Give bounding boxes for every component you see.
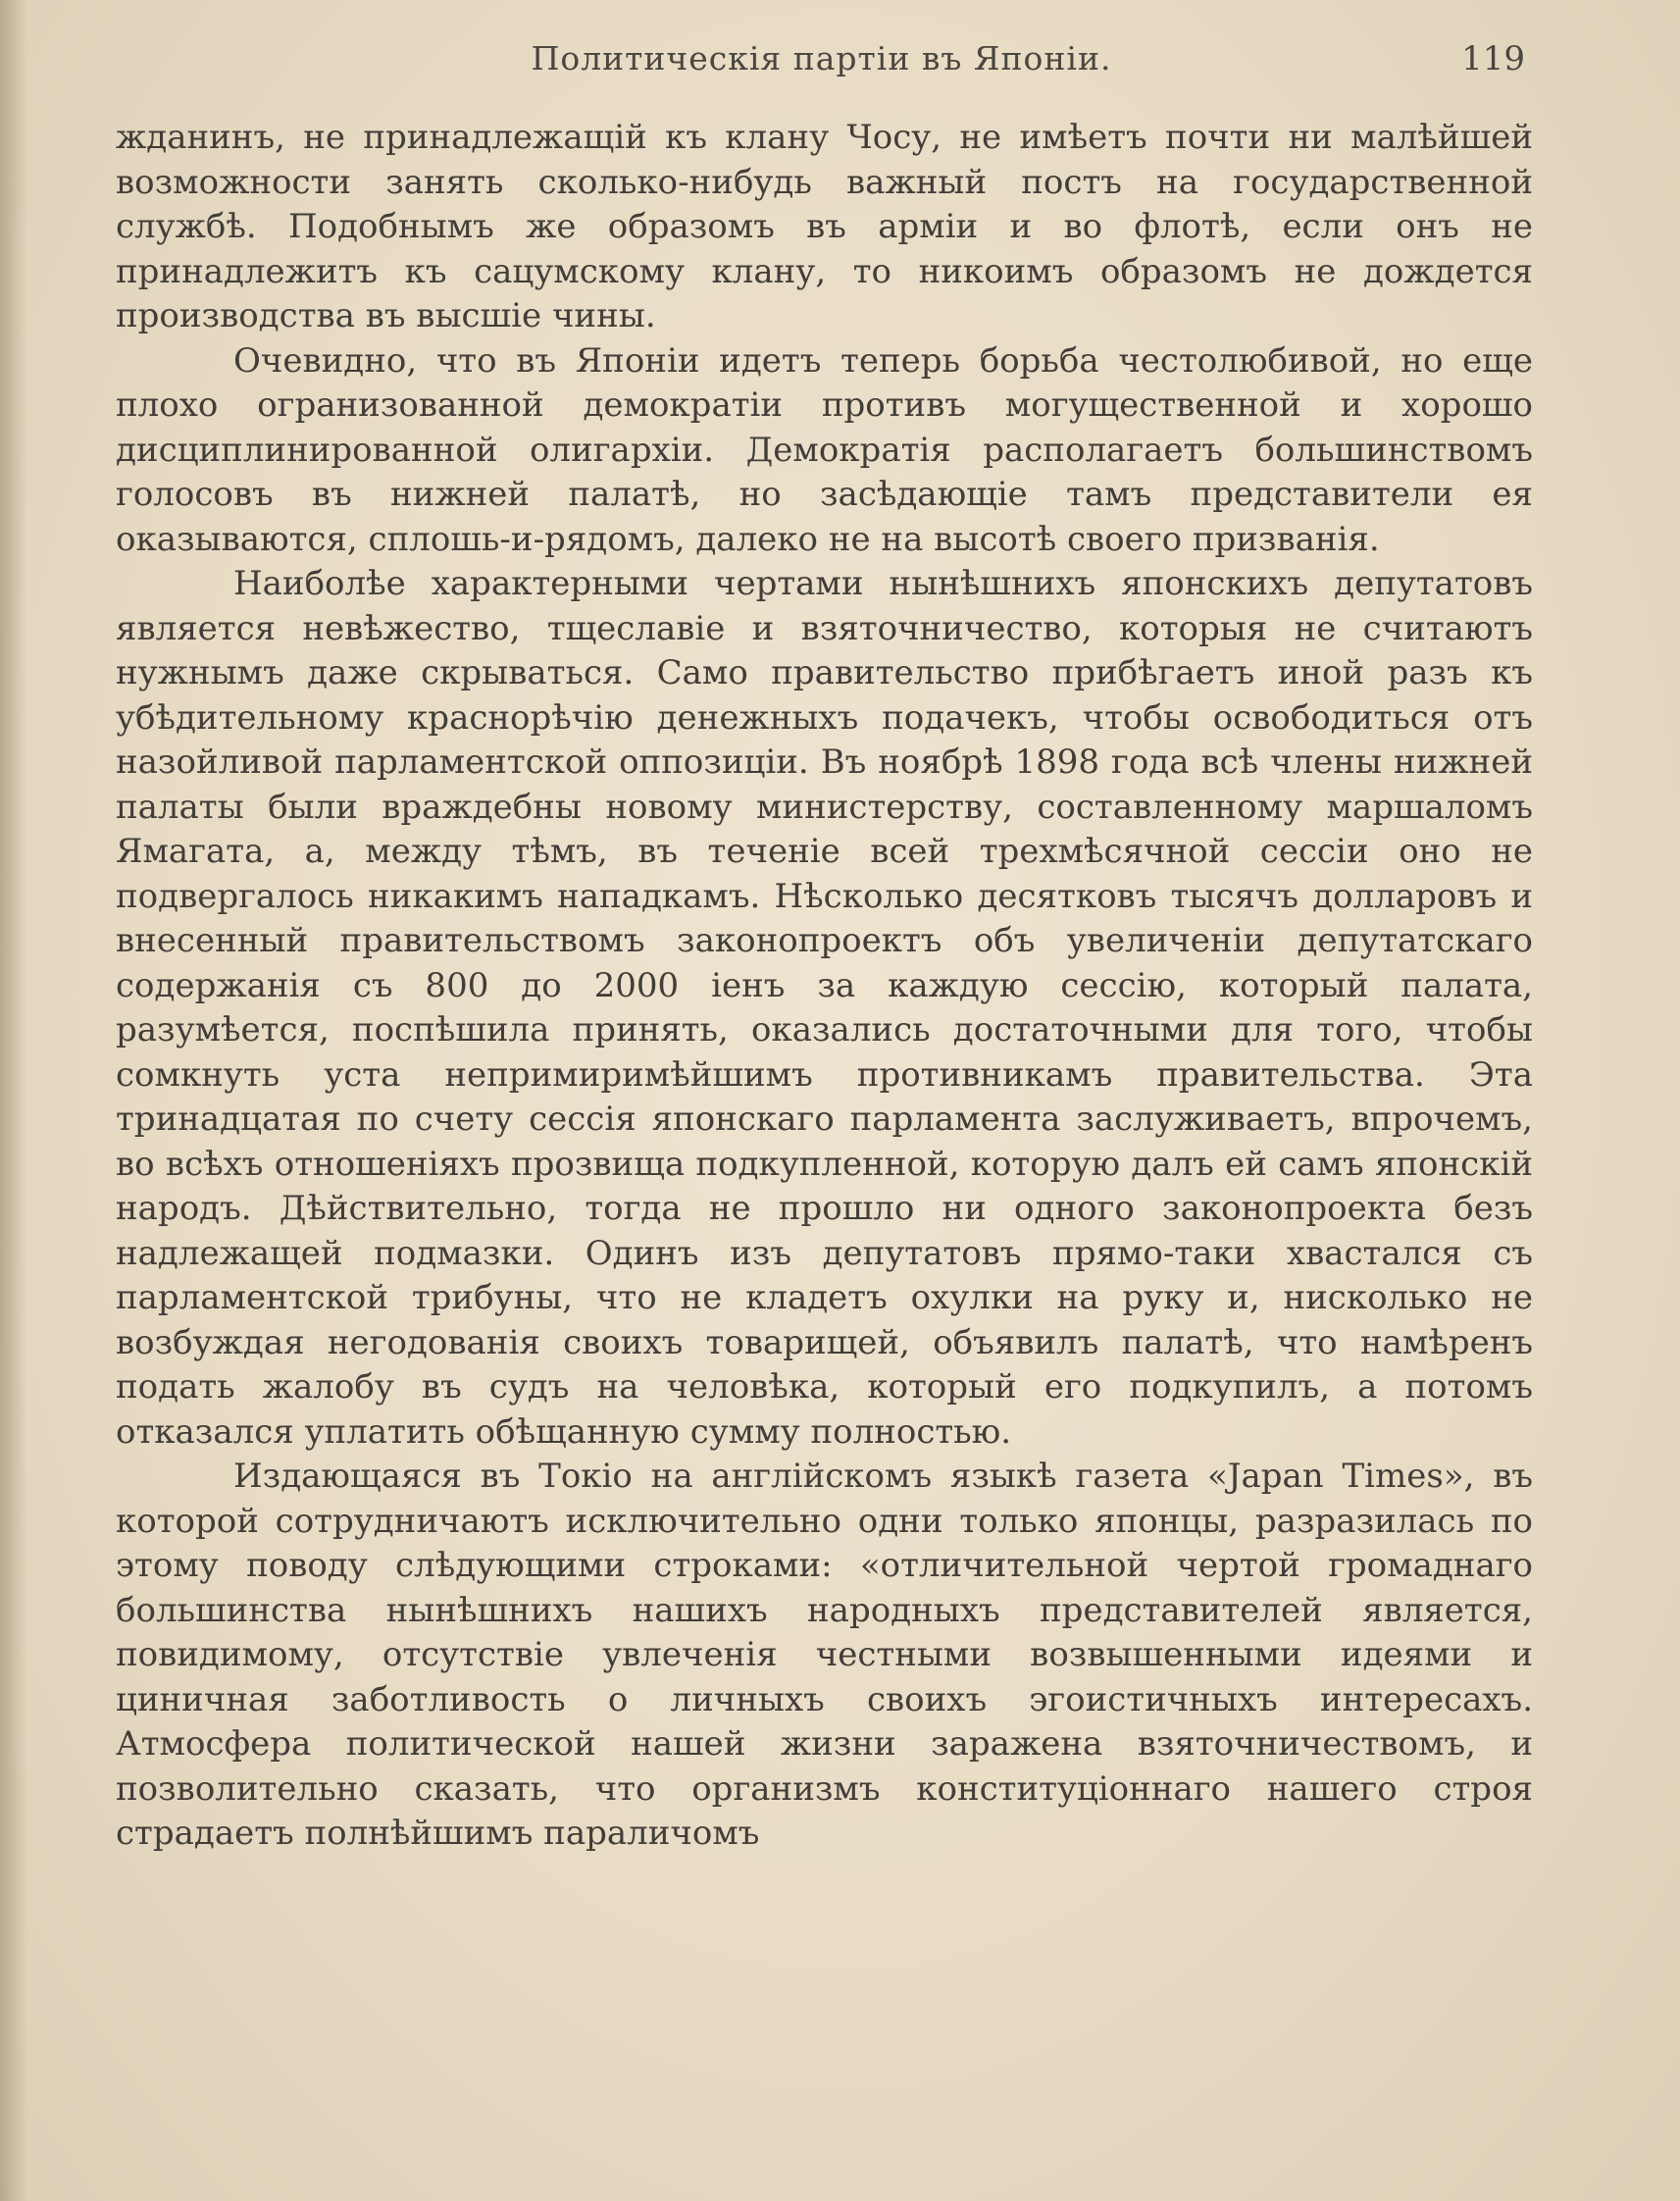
page-number: 119 — [1461, 39, 1525, 78]
paragraph: Издающаяся въ Токіо на англійскомъ языкѣ газета «Japan Times», въ которой сотрудничаютъ исключительно одни только японцы, разразилась по этому поводу слѣдующими строками: «отличительной чертой громаднаго большинства нынѣшнихъ нашихъ народныхъ представителей является, повидимому, отсутствіе увлеченія честными возвышенными идеями и циничная заботливость о личныхъ своихъ эгоистичныхъ интересахъ. Атмосфера политической нашей жизни заражена взяточничествомъ, и позволительно сказать, что организмъ конституціоннаго нашего строя страдаетъ полнѣйшимъ параличомъ — [116, 1457, 1533, 1853]
binding-shadow — [0, 0, 27, 2201]
paragraph: Наиболѣе характерными чертами нынѣшнихъ японскихъ депутатовъ является невѣжество, тщеславіе и взяточничество, которыя не считаютъ нужнымъ даже скрываться. Само правительство прибѣгаетъ иной разъ къ убѣдительному краснорѣчію денежныхъ подачекъ, чтобы освободиться отъ назойливой парламентской оппозиціи. Въ ноябрѣ 1898 года всѣ члены нижней палаты были враждебны новому министерству, составленному маршаломъ Ямагата, а, между тѣмъ, въ теченіе всей трехмѣсячной сессіи оно не подвергалось никакимъ нападкамъ. Нѣсколько десятковъ тысячъ долларовъ и внесенный правительствомъ законопроектъ объ увеличеніи депутатскаго содержанія съ 800 до 2000 іенъ за каждую сессію, который палата, разумѣется, поспѣшила принять, оказались достаточными для того, чтобы сомкнуть уста непримиримѣйшимъ противникамъ правительства. Эта тринадцатая по счету сессія японскаго парламента заслуживаетъ, впрочемъ, во всѣхъ отношеніяхъ прозвища подкупленной, которую далъ ей самъ японскій народъ. Дѣйствительно, тогда не прошло ни одного законопроекта безъ надлежащей подмазки. Одинъ изъ депутатовъ прямо-таки хвастался съ парламентской трибуны, что не кладетъ охулки на руку и, нисколько не возбуждая негодованія своихъ товарищей, объявилъ палатѣ, что намѣренъ подать жалобу въ судъ на человѣка, который его подкупилъ, а потомъ отказался уплатить обѣщанную сумму полностью. — [116, 564, 1533, 1452]
paragraph-continued: жданинъ, не принадлежащій къ клану Чосу, не имѣетъ почти ни малѣйшей возможности занять сколько-нибудь важный постъ на государственной службѣ. Подобнымъ же образомъ въ арміи и во флотѣ, если онъ не принадлежитъ къ сацумскому клану, то никоимъ образомъ не дождется производства въ высшіе чины. — [116, 118, 1533, 335]
running-head — [108, 39, 1535, 88]
running-title: Политическія партіи въ Японіи. — [531, 39, 1112, 77]
body-text — [116, 116, 1533, 1857]
paragraph: Очевидно, что въ Японіи идетъ теперь борьба честолюбивой, но еще плохо огранизованной демократіи противъ могущественной и хорошо дисциплинированной олигархіи. Демократія располагаетъ большинствомъ голосовъ въ нижней палатѣ, но засѣдающіе тамъ представители ея оказываются, сплошь-и-рядомъ, далеко не на высотѣ своего призванія. — [116, 340, 1533, 559]
